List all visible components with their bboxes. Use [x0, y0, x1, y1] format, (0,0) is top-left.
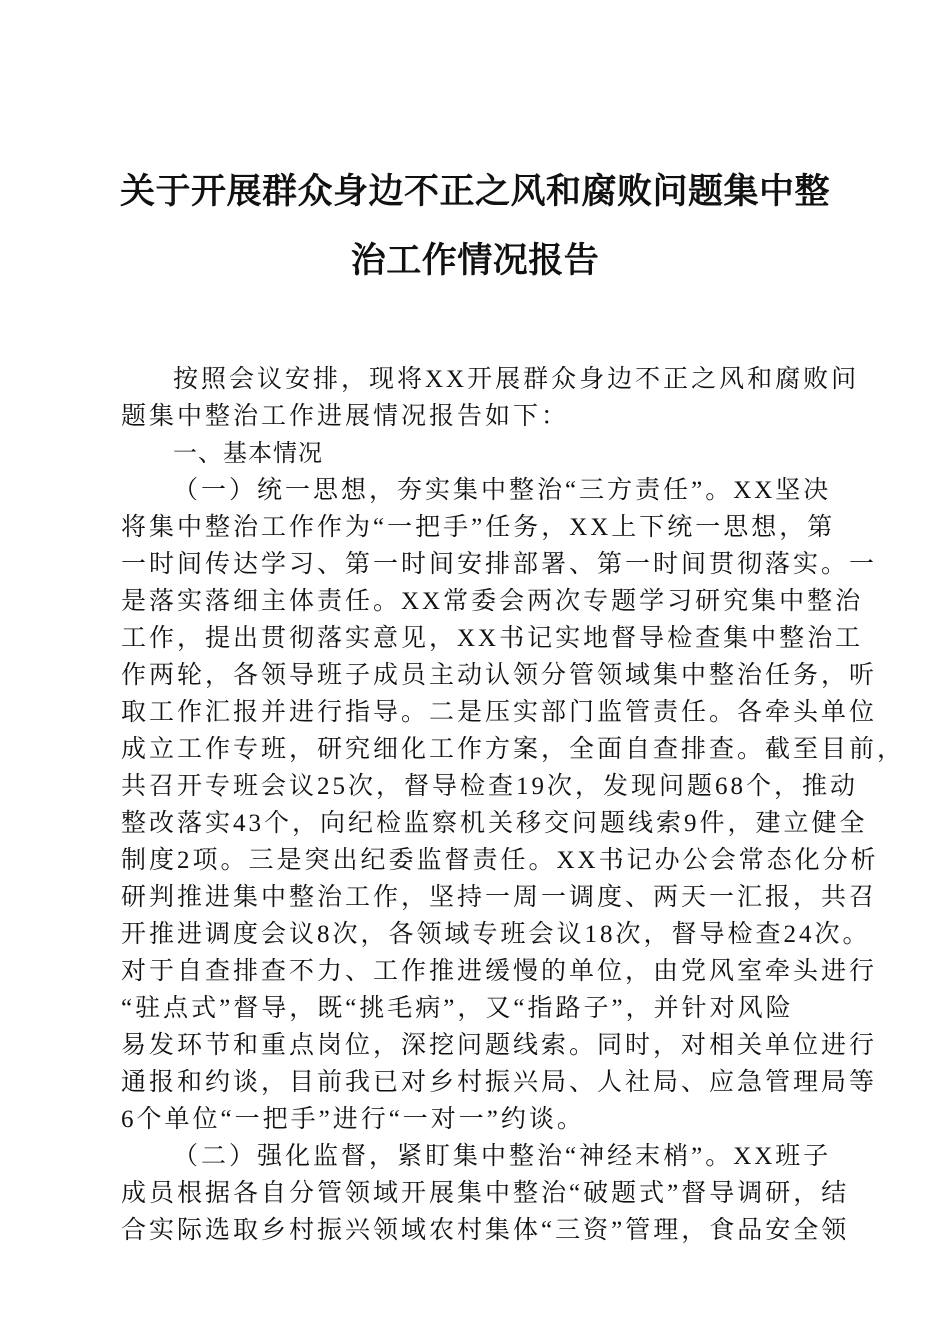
document-body	[121, 361, 906, 1249]
text-line: 工作，提出贯彻落实意见，XX书记实地督导检查集中整治工	[121, 625, 864, 652]
text-line: 成立工作专班，研究细化工作方案，全面自查排查。截至目前，	[121, 736, 906, 763]
text-line: 通报和约谈，目前我已对乡村振兴局、人社局、应急管理局等	[121, 1069, 878, 1096]
text-line: 6个单位“一把手”进行“一对一”约谈。	[121, 1106, 585, 1133]
text-line: 对于自查排查不力、工作推进缓慢的单位，由党风室牵头进行	[121, 958, 878, 985]
text-line: 开推进调度会议8次，各领域专班会议18次，督导检查24次。	[121, 921, 871, 948]
text-line: （一）统一思想，夯实集中整治“三方责任”。XX坚决	[173, 477, 832, 504]
document-title-line-1: 关于开展群众身边不正之风和腐败问题集中整	[119, 171, 830, 212]
text-line: 是落实落细主体责任。XX常委会两次专题学习研究集中整治	[121, 588, 864, 615]
text-line: 研判推进集中整治工作，坚持一周一调度、两天一汇报，共召	[121, 884, 878, 911]
text-line: “驻点式”督导，既“挑毛病”，又“指路子”，并针对风险	[121, 995, 794, 1022]
text-line: （二）强化监督，紧盯集中整治“神经末梢”。XX班子	[173, 1143, 832, 1170]
text-line: 将集中整治工作作为“一把手”任务，XX上下统一思想，第	[121, 514, 836, 541]
section-heading: 一、基本情况	[173, 439, 323, 467]
text-line: 题集中整治工作进展情况报告如下：	[121, 403, 570, 430]
text-line: 一时间传达学习、第一时间安排部署、第一时间贯彻落实。一	[121, 551, 878, 578]
text-line: 取工作汇报并进行指导。二是压实部门监管责任。各牵头单位	[121, 699, 878, 726]
text-line: 作两轮，各领导班子成员主动认领分管领域集中整治任务，听	[121, 662, 878, 689]
text-line: 合实际选取乡村振兴领域农村集体“三资”管理，食品安全领	[121, 1217, 850, 1244]
text-line: 成员根据各自分管领域开展集中整治“破题式”督导调研，结	[121, 1180, 850, 1207]
text-line: 按照会议安排，现将XX开展群众身边不正之风和腐败问	[173, 366, 860, 393]
text-line: 制度2项。三是突出纪委监督责任。XX书记办公会常态化分析	[121, 847, 879, 874]
text-line: 整改落实43个，向纪检监察机关移交问题线索9件，建立健全	[121, 810, 868, 837]
text-line: 易发环节和重点岗位，深挖问题线索。同时，对相关单位进行	[121, 1032, 878, 1059]
document-title-line-2: 治工作情况报告	[350, 240, 600, 281]
text-line: 共召开专班会议25次，督导检查19次，发现问题68个，推动	[121, 773, 859, 800]
